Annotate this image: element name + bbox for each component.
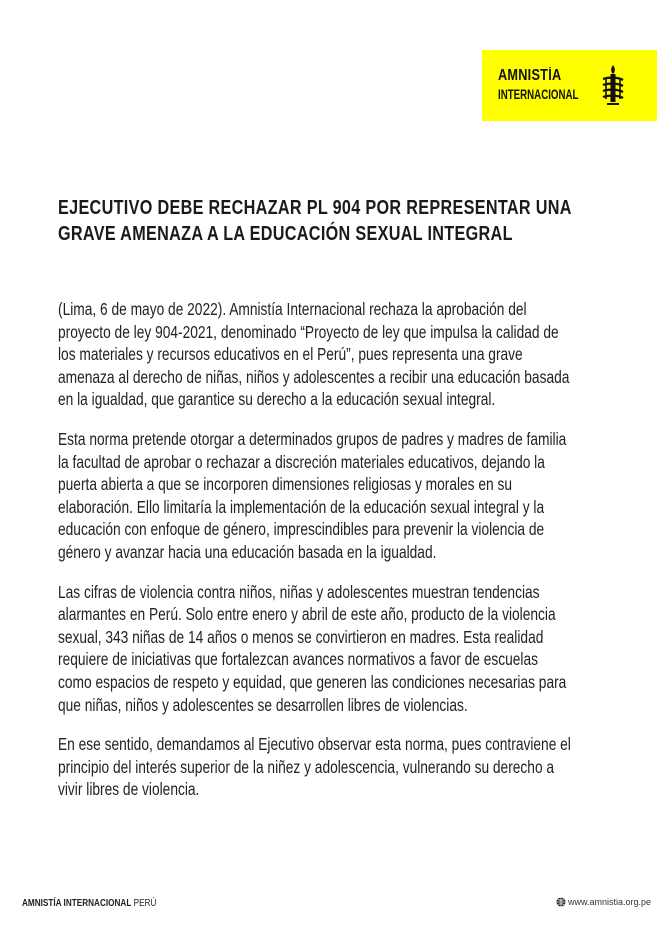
text-line: Esta norma pretende otorgar a determinados grupos de padres y madres de familia [58, 428, 567, 449]
text-line: en la igualdad, que garantice su derecho a la educación sexual integral. [58, 389, 496, 410]
text-line: la facultad de aprobar o rechazar a discreción materiales educativos, dejando la [58, 451, 545, 472]
press-release-headline [58, 195, 572, 247]
globe-icon [556, 897, 566, 907]
footer-website[interactable] [556, 897, 651, 907]
paragraph-conclusion [58, 733, 618, 801]
text-line: educación con enfoque de género, imprescindibles para prevenir la violencia de [58, 519, 545, 540]
footer-org-country: PERÚ [133, 897, 157, 909]
press-release-body [58, 298, 618, 818]
text-line: Las cifras de violencia contra niños, niñas y adolescentes muestran tendencias [58, 581, 540, 602]
footer-website-link[interactable]: www.amnistia.org.pe [568, 897, 652, 907]
text-line: proyecto de ley 904-2021, denominado “Proyecto de ley que impulsa la calidad de [58, 321, 559, 342]
text-line: requiere de iniciativas que fortalezcan avances normativos a favor de escuelas [58, 649, 538, 670]
text-line: los materiales y recursos educativos en el Perú”, pues representa una grave [58, 344, 523, 365]
text-line: En ese sentido, demandamos al Ejecutivo observar esta norma, pues contraviene el [58, 734, 571, 755]
text-line: elaboración. Ello limitaría la implementación de la educación sexual integral y la [58, 496, 545, 517]
text-line: que niñas, niños y adolescentes se desarrollen libres de violencias. [58, 694, 468, 715]
text-line: sexual, 343 niñas de 14 años o menos se convirtieron en madres. Esta realidad [58, 626, 544, 647]
amnesty-logo [482, 50, 657, 121]
text-line: alarmantes en Perú. Solo entre enero y abril de este año, producto de la violencia [58, 604, 556, 625]
paragraph-intro [58, 298, 618, 411]
paragraph-norma [58, 428, 618, 564]
footer-org-name: AMNISTÍA INTERNACIONAL [22, 897, 132, 909]
text-line: amenaza al derecho de niñas, niños y adolescentes a recibir una educación basada [58, 366, 570, 387]
text-line: como espacios de respeto y equidad, que generen las condiciones necesarias para [58, 671, 567, 692]
text-line: (Lima, 6 de mayo de 2022). Amnistía Internacional rechaza la aprobación del [58, 299, 527, 319]
text-line: género y avanzar hacia una educación basada en la igualdad. [58, 541, 437, 562]
footer-organization [22, 897, 156, 909]
text-line: vivir libres de violencia. [58, 779, 200, 800]
candle-barbed-wire-icon [600, 63, 626, 109]
headline-line: EJECUTIVO DEBE RECHAZAR PL 904 POR REPRESENTAR UNA [58, 196, 572, 219]
paragraph-cifras [58, 581, 618, 717]
text-line: puerta abierta a que se incorporen dimensiones religiosas y morales en su [58, 474, 513, 495]
logo-text-internacional: INTERNACIONAL [498, 87, 579, 102]
logo-text-amnistia: AMNISTÍA [498, 67, 562, 84]
headline-line: GRAVE AMENAZA A LA EDUCACIÓN SEXUAL INTEGRAL [58, 222, 513, 245]
text-line: principio del interés superior de la niñez y adolescencia, vulnerando su derecho a [58, 756, 555, 777]
